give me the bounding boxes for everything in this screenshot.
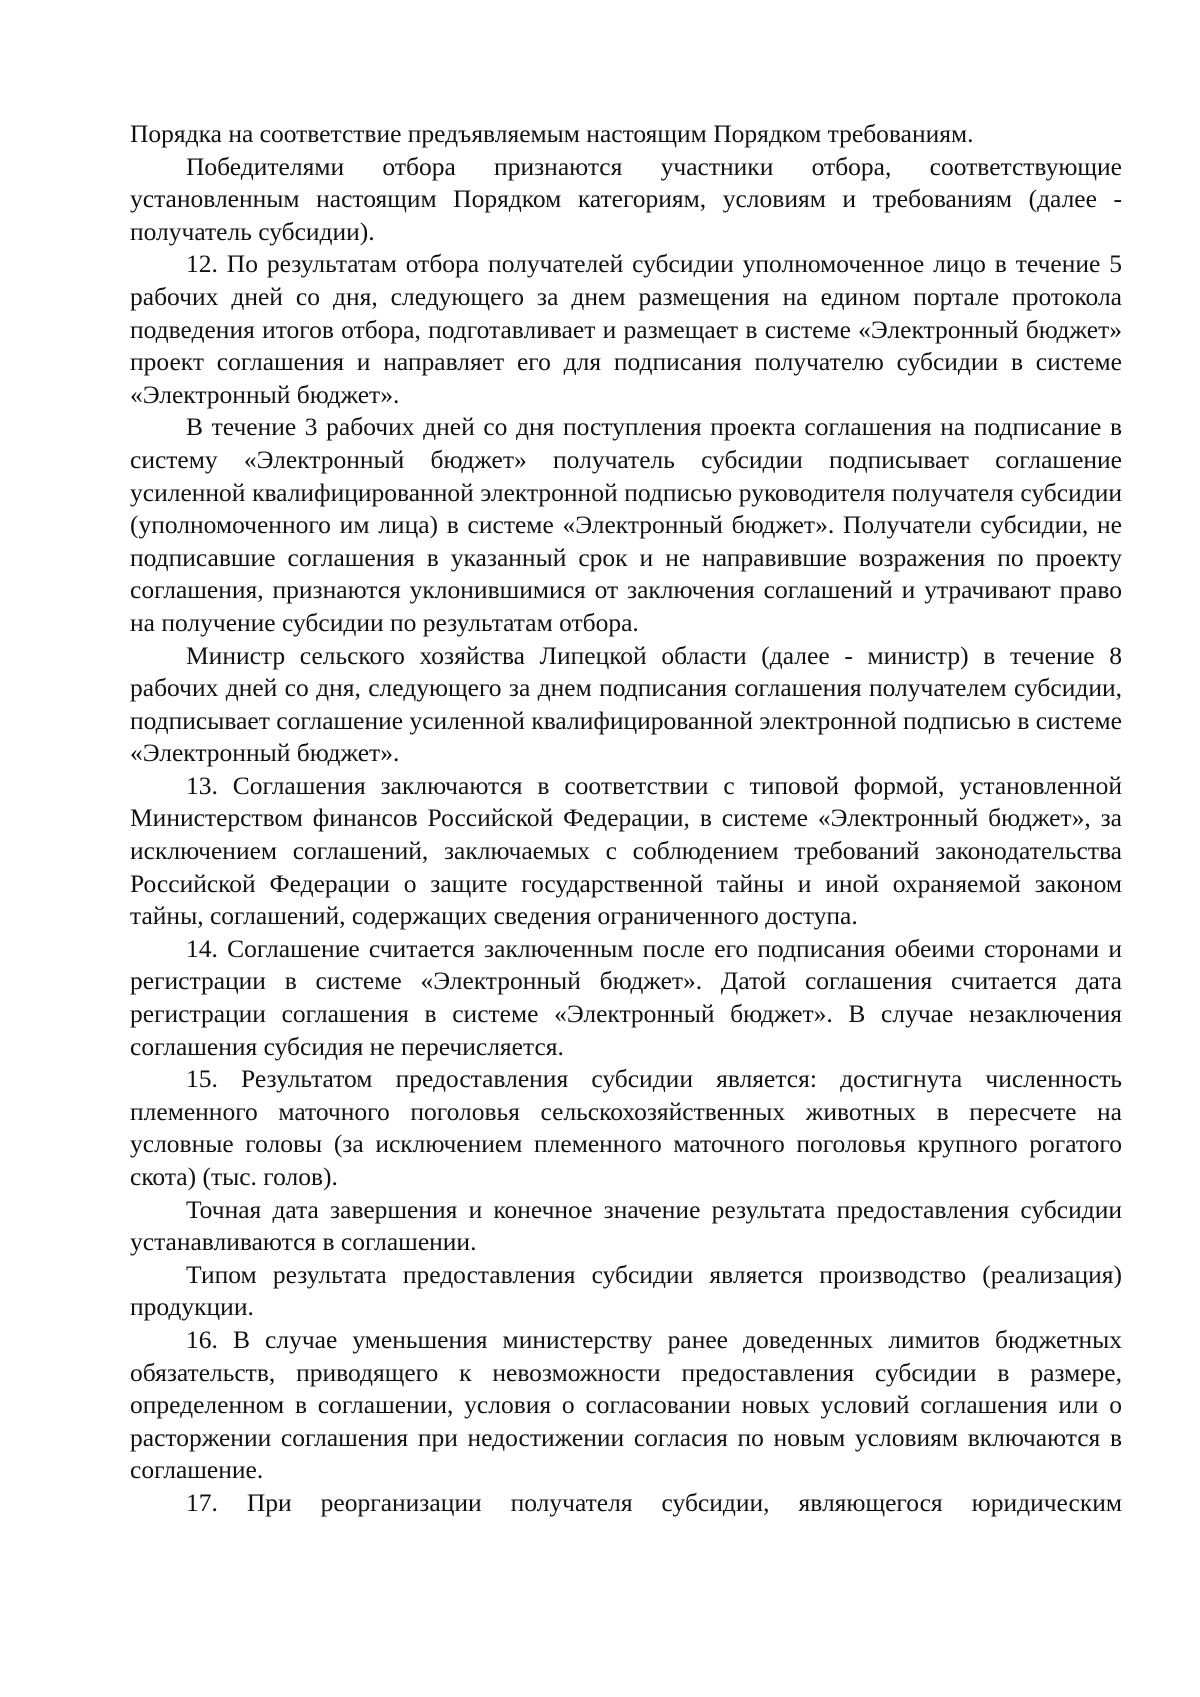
paragraph-item-16: 16. В случае уменьшения министерству ранее доведенных лимитов бюджетных обязательств, приводящего к невозможности предоставления субсидии в размере, определенном в соглашении, условия о согласовании новых условий соглашения или о расторжении соглашения при недостижении согласия по новым условиям включаются в соглашение. <box>130 1324 1122 1485</box>
paragraph-result-type: Типом результата предоставления субсидии является производство (реализация) продукции. <box>130 1259 1122 1322</box>
paragraph-item-13: 13. Соглашения заключаются в соответствии с типовой формой, установленной Министерством финансов Российской Федерации, в системе «Электронный бюджет», за исключением соглашений, заключаемых с соблюдением требований законодательства Российской Федерации о защите государственной тайны и иной охраняемой законом тайны, соглашений, содержащих сведения ограниченного доступа. <box>130 770 1122 931</box>
paragraph-minister-signing: Министр сельского хозяйства Липецкой области (далее - министр) в течение 8 рабочих дней со дня, следующего за днем подписания соглашения получателем субсидии, подписывает соглашение усиленной квалифицированной электронной подписью в системе «Электронный бюджет». <box>130 640 1122 768</box>
paragraph-winners: Победителями отбора признаются участники отбора, соответствующие установленным настоящим Порядком категориям, условиям и требованиям (далее - получатель субсидии). <box>130 151 1122 246</box>
paragraph-signing-term: В течение 3 рабочих дней со дня поступления проекта соглашения на подписание в систему «Электронный бюджет» получатель субсидии подписывает соглашение усиленной квалифицированной электронной подписью руководителя получателя субсидии (уполномоченного им лица) в системе «Электронный бюджет». Получатели субсидии, не подписавшие соглашения в указанный срок и не направившие возражения по проекту соглашения, признаются уклонившимися от заключения соглашений и утрачивают право на получение субсидии по результатам отбора. <box>130 412 1122 637</box>
paragraph-item-15: 15. Результатом предоставления субсидии является: достигнута численность племенного маточного поголовья сельскохозяйственных животных в пересчете на условные головы (за исключением племенного маточного поголовья крупного рогатого скота) (тыс. голов). <box>130 1064 1122 1191</box>
paragraph-item-12: 12. По результатам отбора получателей субсидии уполномоченное лицо в течение 5 рабочих дней со дня, следующего за днем размещения на едином портале протокола подведения итогов отбора, подготавливает и размещает в системе «Электронный бюджет» проект соглашения и направляет его для подписания получателю субсидии в системе «Электронный бюджет». <box>130 249 1122 409</box>
paragraph-item-17: 17. При реорганизации получателя субсидии, являющегося юридическим <box>186 1487 1122 1517</box>
document-body <box>130 118 1122 1520</box>
paragraph-result-date: Точная дата завершения и конечное значение результата предоставления субсидии устанавливаются в соглашении. <box>130 1194 1122 1257</box>
paragraph-continuation: Порядка на соответствие предъявляемым настоящим Порядком требованиям. <box>130 119 974 148</box>
paragraph-item-14: 14. Соглашение считается заключенным после его подписания обеими сторонами и регистрации в системе «Электронный бюджет». Датой соглашения считается дата регистрации соглашения в системе «Электронный бюджет». В случае незаключения соглашения субсидия не перечисляется. <box>130 933 1122 1061</box>
